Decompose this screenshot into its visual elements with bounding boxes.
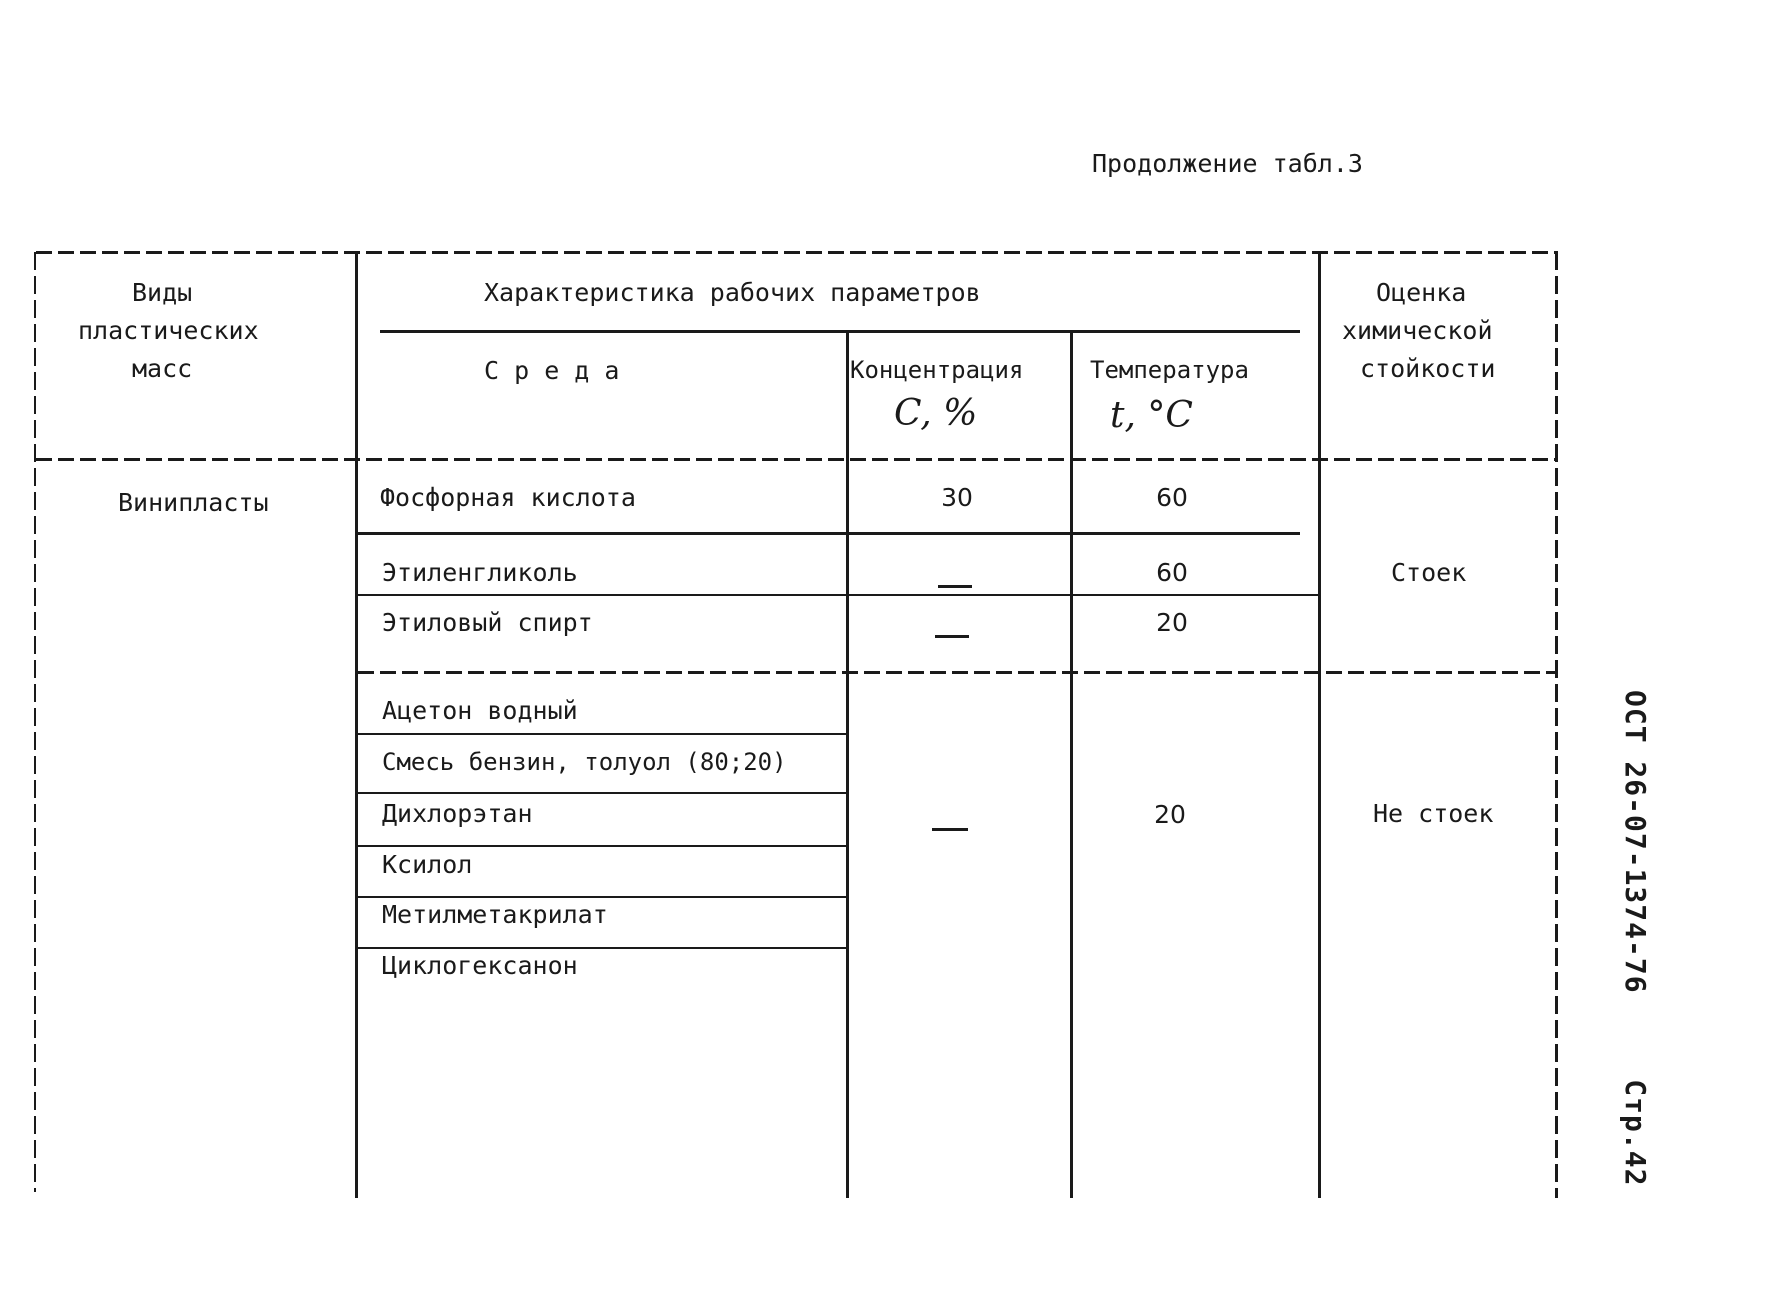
header-temperature-unit: t, °C xyxy=(1110,395,1193,436)
row-medium: Дихлорэтан xyxy=(382,799,533,828)
header-concentration-unit: C, % xyxy=(894,393,978,434)
row-medium: Этиловый спирт xyxy=(382,608,593,637)
row-medium: Фосфорная кислота xyxy=(380,483,636,512)
header-rating-line2: химической xyxy=(1342,316,1493,345)
row-line xyxy=(356,947,846,949)
row-temperature: 20 xyxy=(1156,608,1188,637)
col-medium-border xyxy=(846,332,849,1198)
row-temperature: 60 xyxy=(1156,483,1188,512)
table-caption: Продолжение табл.3 xyxy=(1092,149,1363,178)
group-separator xyxy=(358,671,1558,674)
header-rating-line1: Оценка xyxy=(1376,278,1467,307)
document-code: ОСТ 26-07-1374-76 xyxy=(1619,690,1652,994)
header-medium: С р е д а xyxy=(484,356,620,385)
row-line xyxy=(356,733,846,735)
header-temperature: Температура xyxy=(1090,356,1249,384)
row-medium: Этиленгликоль xyxy=(382,558,578,587)
table-right-border xyxy=(1555,252,1558,1198)
table-top-border xyxy=(36,251,1558,254)
header-bottom-border xyxy=(36,458,1558,461)
row-line xyxy=(356,792,846,794)
group-rating: Не стоек xyxy=(1373,799,1494,828)
table-left-border xyxy=(34,252,36,1192)
header-plastics-line3: масс xyxy=(132,354,193,383)
header-plastics-line2: пластических xyxy=(78,316,259,345)
header-params: Характеристика рабочих параметров xyxy=(484,278,981,307)
col-temperature-border xyxy=(1318,252,1321,1198)
col-concentration-border xyxy=(1070,332,1073,1198)
header-concentration: Концентрация xyxy=(850,356,1024,384)
row-medium: Ксилол xyxy=(382,850,473,879)
row-concentration-dash xyxy=(935,635,969,638)
header-plastics-line1: Виды xyxy=(132,278,193,307)
group-temperature: 20 xyxy=(1154,800,1186,829)
document-code-vertical xyxy=(1619,690,1652,1186)
row-concentration-dash xyxy=(938,585,972,588)
page-number: Стр.42 xyxy=(1619,1079,1652,1187)
row-line xyxy=(358,594,1318,596)
col-plastics-border xyxy=(355,252,358,1198)
params-underline xyxy=(380,330,1300,333)
row-line xyxy=(358,532,1300,535)
row-line xyxy=(356,845,846,847)
row-medium: Ацетон водный xyxy=(382,696,578,725)
row-medium: Циклогексанон xyxy=(382,951,578,980)
row-temperature: 60 xyxy=(1156,558,1188,587)
row-concentration: 30 xyxy=(941,483,973,512)
row-line xyxy=(356,896,846,898)
group-concentration-dash xyxy=(932,828,968,831)
row-medium: Метилметакрилат xyxy=(382,900,608,929)
row-medium: Смесь бензин, толуол (80;20) xyxy=(382,748,787,776)
plastic-type: Винипласты xyxy=(118,488,269,517)
header-rating-line3: стойкости xyxy=(1360,354,1496,383)
group-rating: Стоек xyxy=(1391,558,1467,587)
